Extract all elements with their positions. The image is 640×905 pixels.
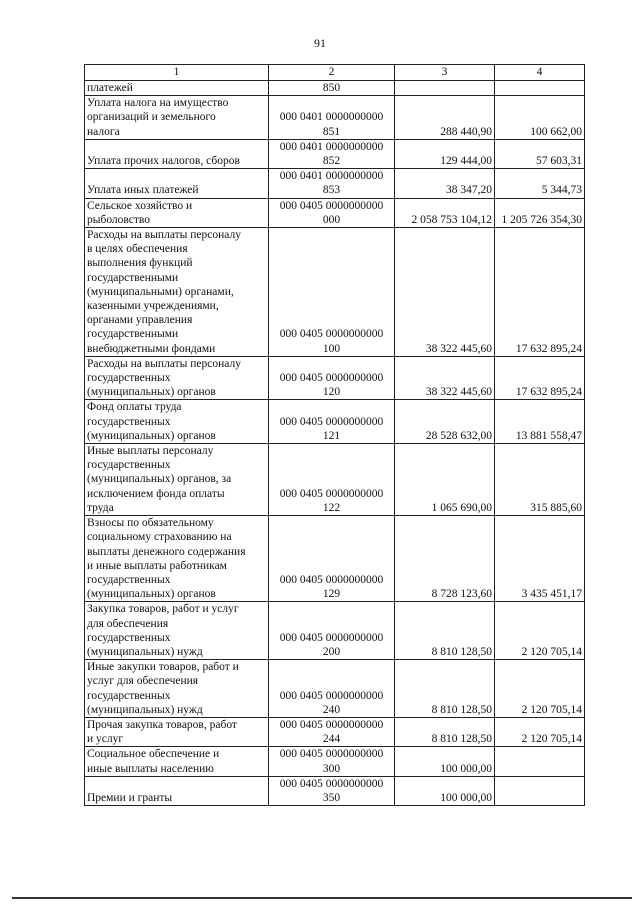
row-col3: 8 810 128,50: [395, 660, 495, 718]
table-row: [85, 444, 585, 516]
budget-table: [84, 64, 585, 806]
row-col4: [495, 81, 585, 96]
row-col3: 8 810 128,50: [395, 717, 495, 746]
page-number: 91: [314, 36, 326, 50]
table-row: [85, 96, 585, 140]
table-row: [85, 169, 585, 198]
table-row: [85, 516, 585, 602]
table-row: [85, 228, 585, 357]
table-header-row: [85, 65, 585, 81]
table-row: [85, 717, 585, 746]
row-code: 000 0405 0000000000 100: [269, 228, 395, 357]
page-bottom-edge-line: [12, 897, 632, 899]
header-col-4: 4: [495, 65, 585, 81]
table-row: [85, 602, 585, 660]
row-col4: [495, 747, 585, 776]
row-col3: [395, 81, 495, 96]
row-col3: 2 058 753 104,12: [395, 198, 495, 227]
table-row: [85, 198, 585, 227]
table-row: [85, 139, 585, 168]
row-col3: 100 000,00: [395, 747, 495, 776]
row-col4: 17 632 895,24: [495, 228, 585, 357]
header-col-1: 1: [85, 65, 269, 81]
row-code: 000 0405 0000000000 000: [269, 198, 395, 227]
row-col3: 288 440,90: [395, 96, 495, 140]
row-name: Премии и гранты: [85, 776, 269, 805]
row-code: 000 0405 0000000000 120: [269, 356, 395, 400]
row-name: Уплата иных платежей: [85, 169, 269, 198]
row-name: Уплата налога на имущество организаций и земельного налога: [85, 96, 269, 140]
row-col4: 1 205 726 354,30: [495, 198, 585, 227]
table-row: [85, 400, 585, 444]
row-code: 850: [269, 81, 395, 96]
row-name: Иные выплаты персоналу государственных (муниципальных) органов, за исключением фонда оплаты труда: [85, 444, 269, 516]
row-code: 000 0405 0000000000 300: [269, 747, 395, 776]
row-col3: 129 444,00: [395, 139, 495, 168]
row-col3: 28 528 632,00: [395, 400, 495, 444]
row-name: Закупка товаров, работ и услуг для обеспечения государственных (муниципальных) нужд: [85, 602, 269, 660]
row-name: Иные закупки товаров, работ и услуг для обеспечения государственных (муниципальных) нужд: [85, 660, 269, 718]
table-row: [85, 776, 585, 805]
row-col4: 315 885,60: [495, 444, 585, 516]
table-row: [85, 660, 585, 718]
row-code: 000 0401 0000000000 852: [269, 139, 395, 168]
row-code: 000 0405 0000000000 122: [269, 444, 395, 516]
row-col3: 100 000,00: [395, 776, 495, 805]
row-col4: 3 435 451,17: [495, 516, 585, 602]
row-col4: 100 662,00: [495, 96, 585, 140]
row-name: Социальное обеспечение и иные выплаты населению: [85, 747, 269, 776]
row-code: 000 0405 0000000000 129: [269, 516, 395, 602]
row-name: Прочая закупка товаров, работ и услуг: [85, 717, 269, 746]
table-row: [85, 747, 585, 776]
row-col4: 13 881 558,47: [495, 400, 585, 444]
row-code: 000 0405 0000000000 244: [269, 717, 395, 746]
table-row: [85, 81, 585, 96]
row-col3: 1 065 690,00: [395, 444, 495, 516]
row-code: 000 0405 0000000000 240: [269, 660, 395, 718]
row-col3: 8 728 123,60: [395, 516, 495, 602]
row-col4: 5 344,73: [495, 169, 585, 198]
header-col-3: 3: [395, 65, 495, 81]
row-name: Сельское хозяйство и рыболовство: [85, 198, 269, 227]
row-name: Взносы по обязательному социальному страхованию на выплаты денежного содержания и иные выплаты работникам государственных (муниципальных) органов: [85, 516, 269, 602]
row-col4: 2 120 705,14: [495, 717, 585, 746]
row-code: 000 0401 0000000000 853: [269, 169, 395, 198]
row-col4: 2 120 705,14: [495, 660, 585, 718]
row-name: Расходы на выплаты персоналу государственных (муниципальных) органов: [85, 356, 269, 400]
header-col-2: 2: [269, 65, 395, 81]
table-row: [85, 356, 585, 400]
row-name: Фонд оплаты труда государственных (муниципальных) органов: [85, 400, 269, 444]
row-code: 000 0405 0000000000 200: [269, 602, 395, 660]
row-col4: 57 603,31: [495, 139, 585, 168]
row-code: 000 0405 0000000000 121: [269, 400, 395, 444]
row-name: Расходы на выплаты персоналу в целях обеспечения выполнения функций государственными (муниципальными) органами, казенными учреждениями, органами управления государственными внебюджетными фондами: [85, 228, 269, 357]
row-code: 000 0405 0000000000 350: [269, 776, 395, 805]
row-col3: 8 810 128,50: [395, 602, 495, 660]
row-col3: 38 347,20: [395, 169, 495, 198]
row-col3: 38 322 445,60: [395, 228, 495, 357]
row-col4: [495, 776, 585, 805]
row-col4: 2 120 705,14: [495, 602, 585, 660]
row-name: платежей: [85, 81, 269, 96]
row-name: Уплата прочих налогов, сборов: [85, 139, 269, 168]
row-col4: 17 632 895,24: [495, 356, 585, 400]
row-code: 000 0401 0000000000 851: [269, 96, 395, 140]
row-col3: 38 322 445,60: [395, 356, 495, 400]
